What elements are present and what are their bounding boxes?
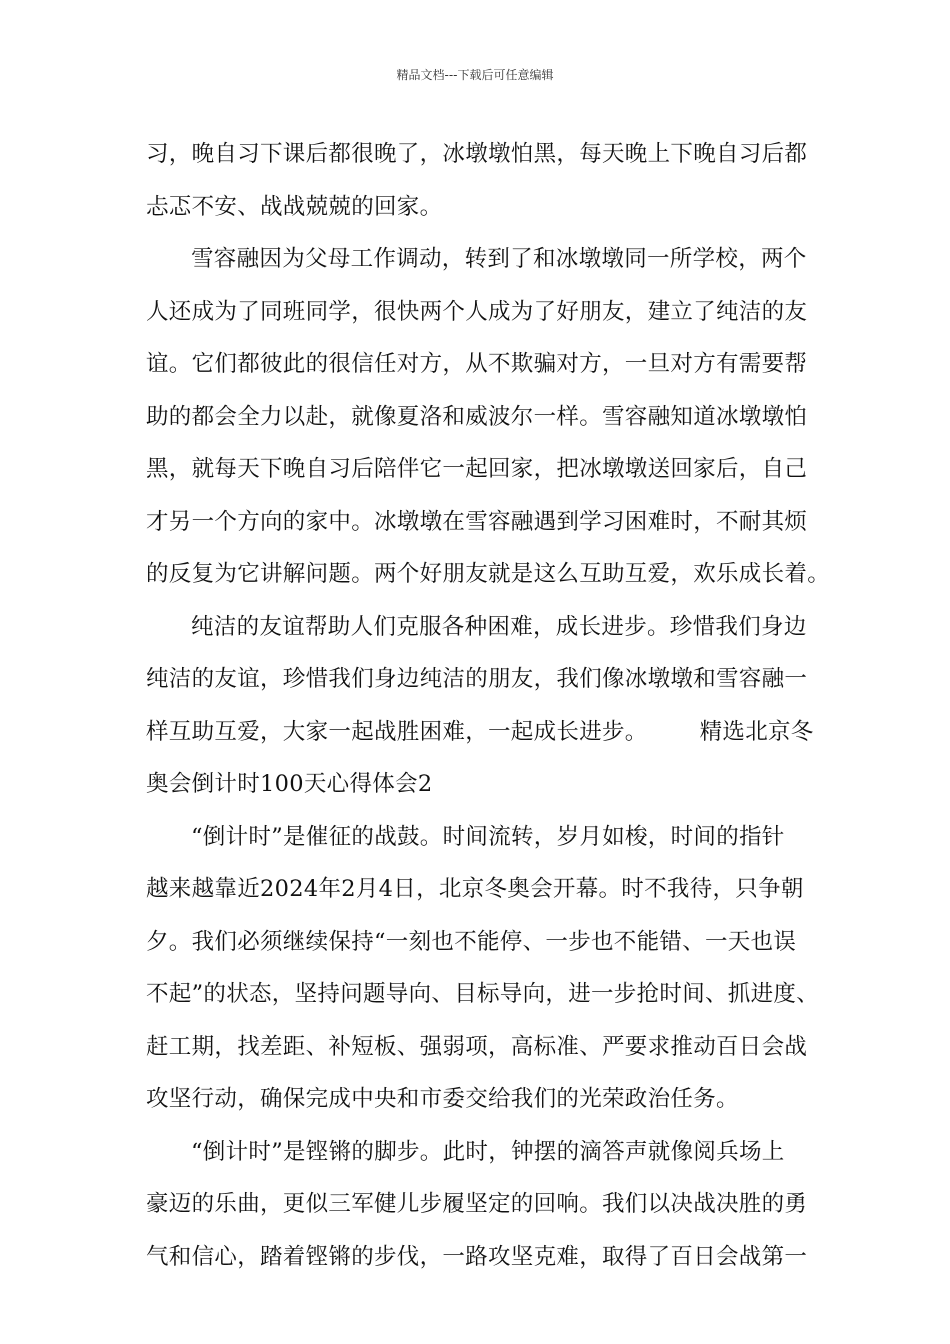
text-line: 夕。我们必须继续保持“一刻也不能停、一步也不能错、一天也误 — [146, 928, 797, 955]
text-line: 才另一个方向的家中。冰墩墩在雪容融遇到学习困难时，不耐其烦 — [146, 508, 808, 535]
section-title-end: 奥会倒计时100天心得体会2 — [146, 771, 433, 797]
section-title-start: 精选北京冬 — [699, 718, 814, 745]
text-line: 助的都会全力以赴，就像夏洛和威波尔一样。雪容融知道冰墩墩怕 — [146, 403, 808, 430]
text-segment: 样互助互爱，大家一起战胜困难，一起成长进步。 — [146, 718, 648, 745]
text-line: 赶工期，找差距、补短板、强弱项，高标准、严要求推动百日会战 — [146, 1033, 808, 1060]
paragraph-start: 雪容融因为父母工作调动，转到了和冰墩墩同一所学校，两个 — [191, 246, 807, 272]
text-line: 攻坚行动，确保完成中央和市委交给我们的光荣政治任务。 — [146, 1086, 739, 1112]
text-line: 越来越靠近2024年2月4日，北京冬奥会开幕。时不我待，只争朝 — [146, 876, 804, 902]
text-line: 黑，就每天下晚自习后陪伴它一起回家，把冰墩墩送回家后，自己 — [146, 456, 808, 482]
paragraph-start: 纯洁的友谊帮助人们克服各种困难，成长进步。珍惜我们身边 — [191, 613, 807, 640]
page-header: 精品文档---下载后可任意编辑 — [396, 68, 554, 82]
text-line: 纯洁的友谊，珍惜我们身边纯洁的朋友，我们像冰墩墩和雪容融一 — [146, 666, 808, 692]
text-line: 的反复为它讲解问题。两个好朋友就是这么互助互爱，欢乐成长着。 — [146, 561, 831, 587]
text-line: 人还成为了同班同学，很快两个人成为了好朋友，建立了纯洁的友 — [146, 298, 808, 325]
text-line: 不起”的状态，坚持问题导向、目标导向，进一步抢时间、抓进度、 — [146, 981, 820, 1007]
text-line: 气和信心，踏着铿锵的步伐，一路攻坚克难，取得了百日会战第一 — [146, 1243, 808, 1270]
paragraph-start: “倒计时”是铿锵的脚步。此时，钟摆的滴答声就像阅兵场上 — [191, 1138, 785, 1165]
text-line: 豪迈的乐曲，更似三军健儿步履坚定的回响。我们以决战决胜的勇 — [146, 1191, 808, 1217]
text-line: 谊。它们都彼此的很信任对方，从不欺骗对方，一旦对方有需要帮 — [146, 351, 808, 377]
text-line — [146, 706, 812, 759]
text-line: 习，晚自习下课后都很晚了，冰墩墩怕黑，每天晚上下晚自习后都 — [146, 141, 808, 167]
text-line: 忐忑不安、战战兢兢的回家。 — [146, 193, 443, 220]
document-body — [146, 128, 831, 1283]
paragraph-start: “倒计时”是催征的战鼓。时间流转，岁月如梭，时间的指针 — [191, 823, 785, 850]
